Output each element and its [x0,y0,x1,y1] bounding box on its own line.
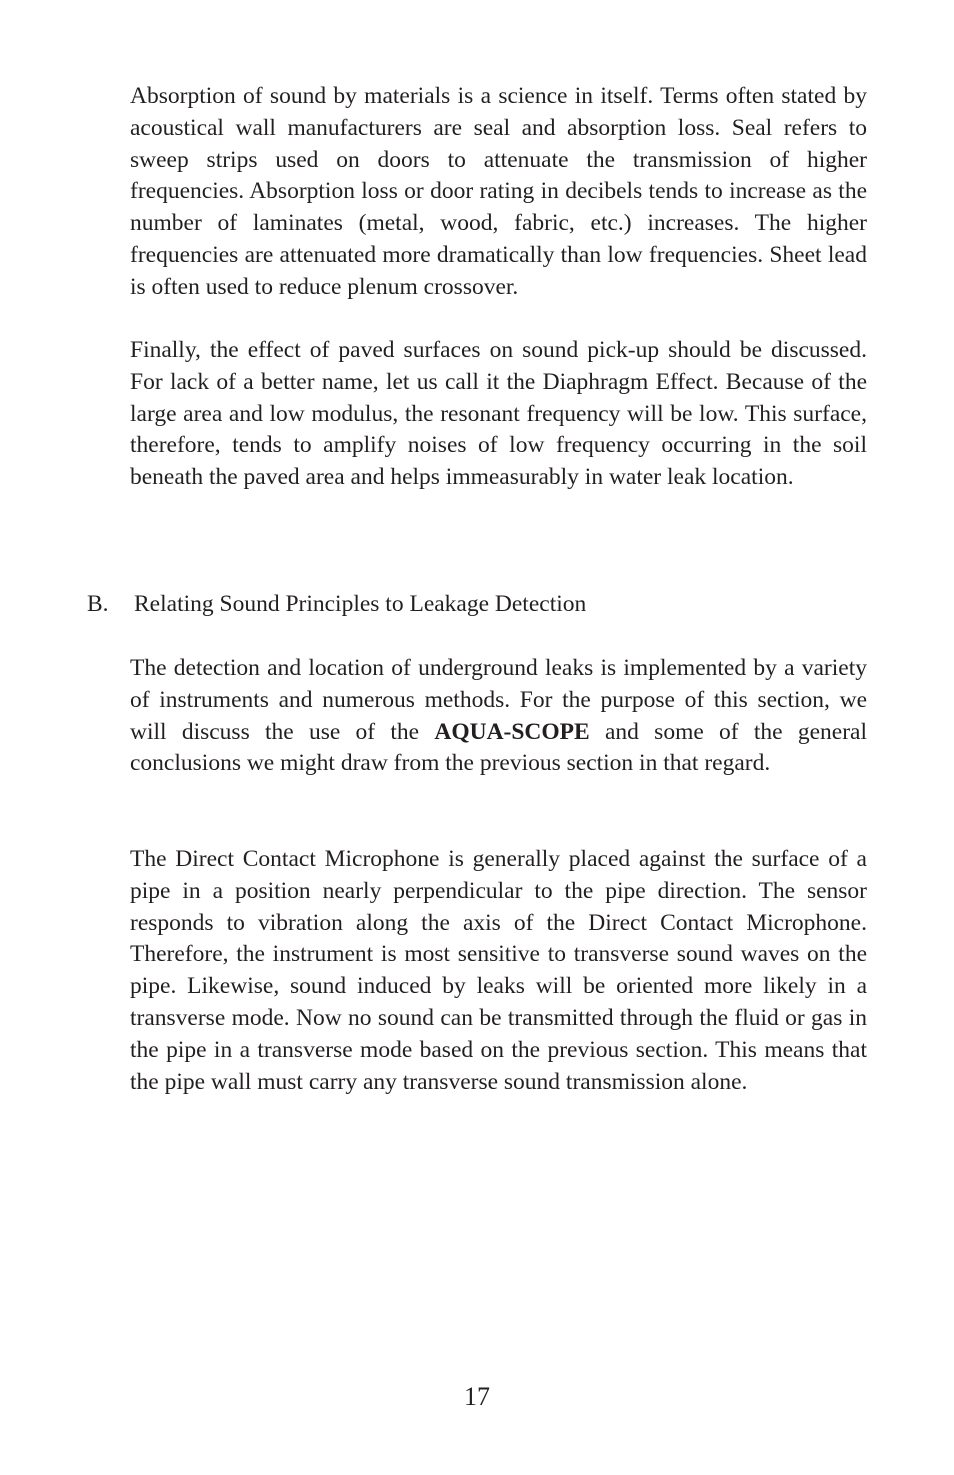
paragraph-leak-detection [130,653,867,780]
section-heading [87,589,586,621]
paragraph-diaphragm-effect: Finally, the effect of paved surfaces on sound pick-up should be discussed. For lack of a better name, let us call it the Diaphragm Effect. Because of the large area and low modulus, the resonant frequency will be low. This surface, therefore, tends to amplify noises of low frequency occurring in the soil beneath the paved area and helps immeasurably in water leak location. [130,337,867,491]
product-name: AQUA-SCOPE [434,718,590,745]
paragraph-leak-detection-text-end: and some of the general conclusions we might draw from the previous section in that regard. [130,718,867,777]
section-title: Relating Sound Principles to Leakage Detection [134,591,587,617]
page-number: 17 [464,1382,490,1411]
section-letter: B. [87,591,109,617]
paragraph-absorption: Absorption of sound by materials is a science in itself. Terms often stated by acoustical wall manufacturers are seal and absorption loss. Seal refers to sweep strips used on doors to attenuate the transmission of higher frequencies. Absorption loss or door rating in decibels tends to increase as the number of laminates (metal, wood, fabric, etc.) increases. The higher frequencies are attenuated more dramatically than low frequencies. Sheet lead is often used to reduce plenum crossover. [130,83,867,300]
paragraph-direct-contact-microphone: The Direct Contact Microphone is generally placed against the surface of a pipe in a position nearly perpendicular to the pipe direction. The sensor responds to vibration along the axis of the Direct Contact Microphone. Therefore, the instrument is most sensitive to transverse sound waves on the pipe. Likewise, sound induced by leaks will be oriented more likely in a transverse mode. Now no sound can be transmitted through the fluid or gas in the pipe in a transverse mode based on the previous section. This means that the pipe wall must carry any transverse sound transmission alone. [130,846,867,1095]
paragraph-leak-detection-text-start: The detection and location of underground leaks is implemented by a variety of instruments and numerous methods. For the purpose of this section, we will discuss the use of the [130,655,867,745]
